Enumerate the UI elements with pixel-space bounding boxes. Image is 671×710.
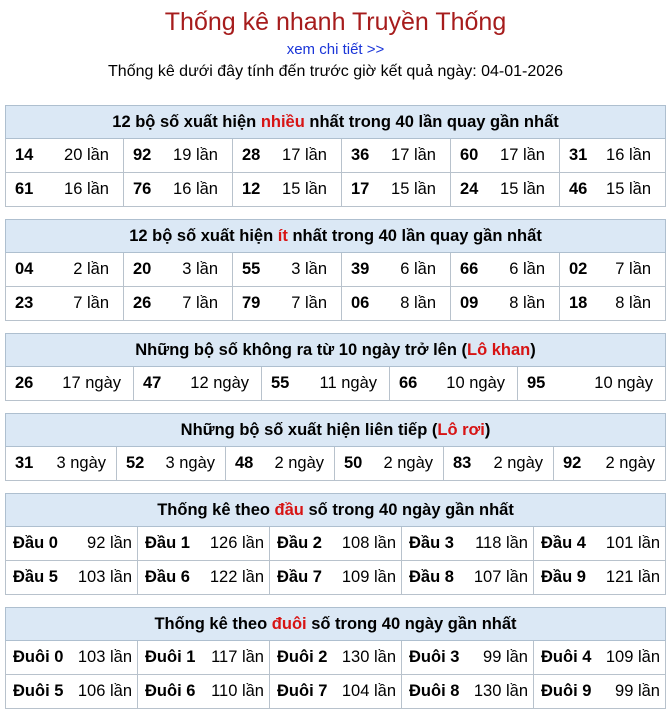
lottery-number: 23: [15, 294, 34, 312]
lo-roi-title: [6, 414, 666, 447]
title-highlight: Lô khan: [466, 340, 531, 359]
cell-content: [277, 534, 396, 553]
lottery-number: 79: [242, 294, 261, 312]
number-cell: [390, 367, 518, 401]
digit-cell: [402, 641, 534, 675]
cell-content: [13, 648, 132, 667]
occurrence-count: 2 lần: [73, 260, 109, 278]
occurrence-count: 15 lần: [500, 180, 545, 198]
cell-content: [15, 260, 109, 279]
occurrence-count: 121 lần: [605, 568, 661, 586]
digit-label: Đuôi 9: [541, 682, 592, 700]
tail-digit-title: [6, 608, 666, 641]
lottery-number: 28: [242, 146, 261, 164]
cell-content: [527, 374, 653, 393]
occurrence-count: 3 lần: [291, 260, 327, 278]
digit-label: Đuôi 4: [541, 648, 592, 666]
cell-content: [271, 374, 377, 393]
number-cell: [342, 253, 451, 287]
number-cell: [6, 139, 124, 173]
cell-content: [409, 682, 528, 701]
digit-cell: [534, 527, 666, 561]
days-count: 2 ngày: [383, 454, 433, 472]
occurrence-count: 109 lần: [605, 648, 660, 666]
lottery-number: 02: [569, 260, 588, 278]
occurrence-count: 99 lần: [615, 682, 660, 700]
lottery-number: 31: [569, 146, 588, 164]
number-cell: [124, 173, 233, 207]
most-frequent-table: [5, 105, 666, 207]
number-cell: [6, 173, 124, 207]
occurrence-count: 16 lần: [173, 180, 218, 198]
digit-label: Đuôi 6: [145, 682, 196, 700]
cell-content: [133, 260, 218, 279]
title-text: Thống kê theo: [154, 614, 272, 633]
occurrence-count: 130 lần: [341, 648, 396, 666]
number-cell: [560, 139, 666, 173]
digit-label: Đuôi 5: [13, 682, 64, 700]
cell-content: [409, 648, 528, 667]
number-cell: [560, 173, 666, 207]
cell-content: [15, 294, 109, 313]
digit-label: Đuôi 3: [409, 648, 460, 666]
cell-content: [453, 454, 543, 473]
occurrence-count: 122 lần: [209, 568, 264, 586]
digit-label: Đầu 2: [277, 534, 322, 552]
number-cell: [342, 173, 451, 207]
digit-label: Đuôi 2: [277, 648, 328, 666]
cell-content: [13, 568, 132, 587]
number-cell: [124, 253, 233, 287]
occurrence-count: 99 lần: [483, 648, 528, 666]
occurrence-count: 7 lần: [73, 294, 109, 312]
lottery-number: 83: [453, 454, 472, 472]
lottery-number: 52: [126, 454, 145, 472]
occurrence-count: 104 lần: [341, 682, 396, 700]
number-cell: [226, 447, 335, 481]
title-highlight: Lô rơi: [437, 420, 485, 439]
digit-label: Đầu 6: [145, 568, 190, 586]
digit-cell: [6, 527, 138, 561]
occurrence-count: 15 lần: [282, 180, 327, 198]
cell-content: [145, 682, 264, 701]
cell-content: [460, 180, 545, 199]
number-cell: [262, 367, 390, 401]
head-digit-title: [6, 494, 666, 527]
cell-content: [145, 648, 264, 667]
cell-content: [460, 260, 545, 279]
occurrence-count: 17 lần: [391, 146, 436, 164]
cell-content: [15, 454, 106, 473]
tail-digit-table: [5, 607, 666, 709]
cell-content: [133, 180, 218, 199]
title-highlight: đầu: [274, 500, 304, 519]
occurrence-count: 7 lần: [182, 294, 218, 312]
lottery-number: 12: [242, 180, 261, 198]
title-text: số trong 40 ngày gần nhất: [303, 500, 514, 519]
table-row: [6, 561, 666, 595]
cell-content: [569, 294, 651, 313]
cell-content: [351, 294, 436, 313]
page-title: Thống kê nhanh Truyền Thống: [164, 8, 507, 36]
occurrence-count: 110 lần: [211, 682, 264, 700]
occurrence-count: 3 lần: [182, 260, 218, 278]
cell-content: [409, 534, 528, 553]
title-text: 12 bộ số xuất hiện: [112, 112, 261, 131]
digit-label: Đuôi 7: [277, 682, 328, 700]
occurrence-count: 130 lần: [473, 682, 528, 700]
cell-content: [145, 534, 264, 553]
lo-khan-title: [6, 334, 666, 367]
cell-content: [569, 260, 651, 279]
digit-label: Đầu 1: [145, 534, 190, 552]
lottery-number: 24: [460, 180, 479, 198]
occurrence-count: 15 lần: [391, 180, 436, 198]
cell-content: [351, 260, 436, 279]
lottery-number: 48: [235, 454, 254, 472]
number-cell: [233, 139, 342, 173]
cell-content: [15, 374, 121, 393]
occurrence-count: 8 lần: [615, 294, 652, 312]
occurrence-count: 92 lần: [87, 534, 132, 552]
lo-roi-table: [5, 413, 666, 481]
lo-khan-table: [5, 333, 666, 401]
cell-content: [13, 534, 132, 553]
cell-content: [563, 454, 655, 473]
table-row: [6, 139, 666, 173]
number-cell: [6, 253, 124, 287]
lottery-number: 66: [460, 260, 479, 278]
days-count: 17 ngày: [62, 374, 121, 392]
occurrence-count: 7 lần: [291, 294, 327, 312]
table-row: [6, 641, 666, 675]
number-cell: [233, 173, 342, 207]
number-cell: [233, 287, 342, 321]
title-text: 12 bộ số xuất hiện: [129, 226, 278, 245]
table-row: [6, 287, 666, 321]
occurrence-count: 103 lần: [77, 568, 132, 586]
least-frequent-table: [5, 219, 666, 321]
digit-label: Đuôi 0: [13, 648, 64, 666]
days-count: 2 ngày: [493, 454, 543, 472]
occurrence-count: 7 lần: [615, 260, 652, 278]
occurrence-count: 16 lần: [64, 180, 109, 198]
cell-content: [235, 454, 324, 473]
digit-label: Đầu 8: [409, 568, 454, 586]
number-cell: [554, 447, 666, 481]
cell-content: [145, 568, 264, 587]
page-subtitle: Thống kê dưới đây tính đến trước giờ kết quả ngày: 04-01-2026: [108, 63, 563, 80]
digit-label: Đầu 9: [541, 568, 586, 586]
digit-cell: [534, 561, 666, 595]
digit-label: Đầu 3: [409, 534, 454, 552]
occurrence-count: 6 lần: [400, 260, 436, 278]
lottery-number: 06: [351, 294, 370, 312]
lottery-number: 36: [351, 146, 370, 164]
days-count: 3 ngày: [165, 454, 215, 472]
days-count: 2 ngày: [605, 454, 655, 472]
lottery-number: 55: [271, 374, 290, 392]
cell-content: [242, 180, 327, 199]
number-cell: [134, 367, 262, 401]
table-row: [6, 173, 666, 207]
occurrence-count: 107 lần: [473, 568, 528, 586]
title-text: nhất trong 40 lần quay gần nhất: [304, 112, 559, 131]
cell-content: [569, 146, 651, 165]
occurrence-count: 117 lần: [211, 648, 264, 666]
cell-content: [541, 682, 660, 701]
lottery-number: 60: [460, 146, 479, 164]
lottery-number: 46: [569, 180, 588, 198]
title-text: Những bộ số xuất hiện liên tiếp (: [180, 420, 438, 439]
table-row: [6, 675, 666, 709]
number-cell: [560, 253, 666, 287]
occurrence-count: 103 lần: [77, 648, 132, 666]
lottery-number: 76: [133, 180, 152, 198]
number-cell: [451, 253, 560, 287]
occurrence-count: 17 lần: [282, 146, 327, 164]
lottery-number: 31: [15, 454, 34, 472]
digit-cell: [402, 675, 534, 709]
occurrence-count: 8 lần: [400, 294, 436, 312]
occurrence-count: 108 lần: [341, 534, 396, 552]
lottery-number: 20: [133, 260, 152, 278]
cell-content: [277, 648, 396, 667]
cell-content: [277, 682, 396, 701]
cell-content: [133, 146, 218, 165]
number-cell: [342, 139, 451, 173]
head-digit-table: [5, 493, 666, 595]
title-text: ): [530, 340, 536, 359]
page-header: [0, 0, 671, 82]
lottery-number: 26: [133, 294, 152, 312]
occurrence-count: 118 lần: [475, 534, 528, 552]
cell-content: [126, 454, 215, 473]
digit-cell: [270, 675, 402, 709]
digit-cell: [138, 527, 270, 561]
digit-cell: [270, 561, 402, 595]
digit-cell: [138, 641, 270, 675]
days-count: 12 ngày: [190, 374, 249, 392]
view-details-link[interactable]: xem chi tiết >>: [286, 41, 385, 58]
occurrence-count: 17 lần: [500, 146, 545, 164]
lottery-number: 92: [133, 146, 152, 164]
lottery-number: 66: [399, 374, 418, 392]
digit-cell: [138, 675, 270, 709]
cell-content: [344, 454, 433, 473]
number-cell: [6, 287, 124, 321]
digit-label: Đuôi 8: [409, 682, 460, 700]
number-cell: [6, 447, 117, 481]
cell-content: [15, 180, 109, 199]
occurrence-count: 126 lần: [209, 534, 264, 552]
digit-cell: [534, 641, 666, 675]
cell-content: [460, 294, 545, 313]
lottery-number: 14: [15, 146, 34, 164]
title-text: ): [484, 420, 491, 439]
digit-cell: [402, 561, 534, 595]
number-cell: [451, 173, 560, 207]
number-cell: [451, 287, 560, 321]
lottery-number: 09: [460, 294, 479, 312]
number-cell: [518, 367, 666, 401]
title-text: Những bộ số không ra từ 10 ngày trở lên (: [135, 340, 467, 359]
most-frequent-title: [6, 106, 666, 139]
days-count: 10 ngày: [446, 374, 505, 392]
least-frequent-title: [6, 220, 666, 253]
number-cell: [117, 447, 226, 481]
digit-label: Đuôi 1: [145, 648, 196, 666]
cell-content: [242, 146, 327, 165]
table-row: [6, 527, 666, 561]
number-cell: [124, 287, 233, 321]
cell-content: [133, 294, 218, 313]
occurrence-count: 19 lần: [173, 146, 218, 164]
cell-content: [242, 260, 327, 279]
lottery-number: 17: [351, 180, 370, 198]
lottery-number: 04: [15, 260, 34, 278]
table-row: [6, 447, 666, 481]
occurrence-count: 8 lần: [509, 294, 545, 312]
lottery-number: 26: [15, 374, 34, 392]
title-highlight: nhiều: [260, 112, 305, 131]
cell-content: [541, 534, 660, 553]
lottery-number: 92: [563, 454, 582, 472]
occurrence-count: 16 lần: [606, 146, 652, 164]
digit-label: Đầu 5: [13, 568, 58, 586]
digit-label: Đầu 7: [277, 568, 322, 586]
digit-cell: [534, 675, 666, 709]
lottery-number: 50: [344, 454, 363, 472]
number-cell: [444, 447, 554, 481]
lottery-number: 18: [569, 294, 588, 312]
table-row: [6, 367, 666, 401]
cell-content: [277, 568, 396, 587]
lottery-number: 61: [15, 180, 34, 198]
cell-content: [569, 180, 651, 199]
cell-content: [13, 682, 132, 701]
digit-cell: [270, 641, 402, 675]
title-text: nhất trong 40 lần quay gần nhất: [287, 226, 542, 245]
digit-label: Đầu 4: [541, 534, 586, 552]
cell-content: [242, 294, 327, 313]
lottery-number: 95: [527, 374, 546, 392]
occurrence-count: 15 lần: [606, 180, 652, 198]
occurrence-count: 106 lần: [77, 682, 132, 700]
digit-cell: [6, 561, 138, 595]
number-cell: [124, 139, 233, 173]
title-highlight: ít: [277, 226, 288, 245]
cell-content: [143, 374, 249, 393]
number-cell: [342, 287, 451, 321]
number-cell: [560, 287, 666, 321]
lottery-number: 47: [143, 374, 162, 392]
cell-content: [351, 146, 436, 165]
digit-label: Đầu 0: [13, 534, 58, 552]
lottery-number: 55: [242, 260, 261, 278]
cell-content: [541, 568, 660, 587]
cell-content: [541, 648, 660, 667]
cell-content: [409, 568, 528, 587]
digit-cell: [6, 675, 138, 709]
digit-cell: [6, 641, 138, 675]
cell-content: [399, 374, 505, 393]
table-row: [6, 253, 666, 287]
digit-cell: [402, 527, 534, 561]
title-text: số trong 40 ngày gần nhất: [306, 614, 517, 633]
occurrence-count: 20 lần: [64, 146, 109, 164]
title-highlight: đuôi: [271, 614, 307, 633]
occurrence-count: 101 lần: [605, 534, 661, 552]
cell-content: [351, 180, 436, 199]
number-cell: [451, 139, 560, 173]
cell-content: [460, 146, 545, 165]
number-cell: [335, 447, 444, 481]
occurrence-count: 109 lần: [341, 568, 396, 586]
lottery-number: 39: [351, 260, 370, 278]
days-count: 10 ngày: [594, 374, 654, 392]
days-count: 2 ngày: [274, 454, 324, 472]
days-count: 11 ngày: [319, 374, 377, 392]
cell-content: [15, 146, 109, 165]
number-cell: [233, 253, 342, 287]
digit-cell: [138, 561, 270, 595]
days-count: 3 ngày: [56, 454, 106, 472]
number-cell: [6, 367, 134, 401]
digit-cell: [270, 527, 402, 561]
title-text: Thống kê theo: [157, 500, 275, 519]
occurrence-count: 6 lần: [509, 260, 545, 278]
